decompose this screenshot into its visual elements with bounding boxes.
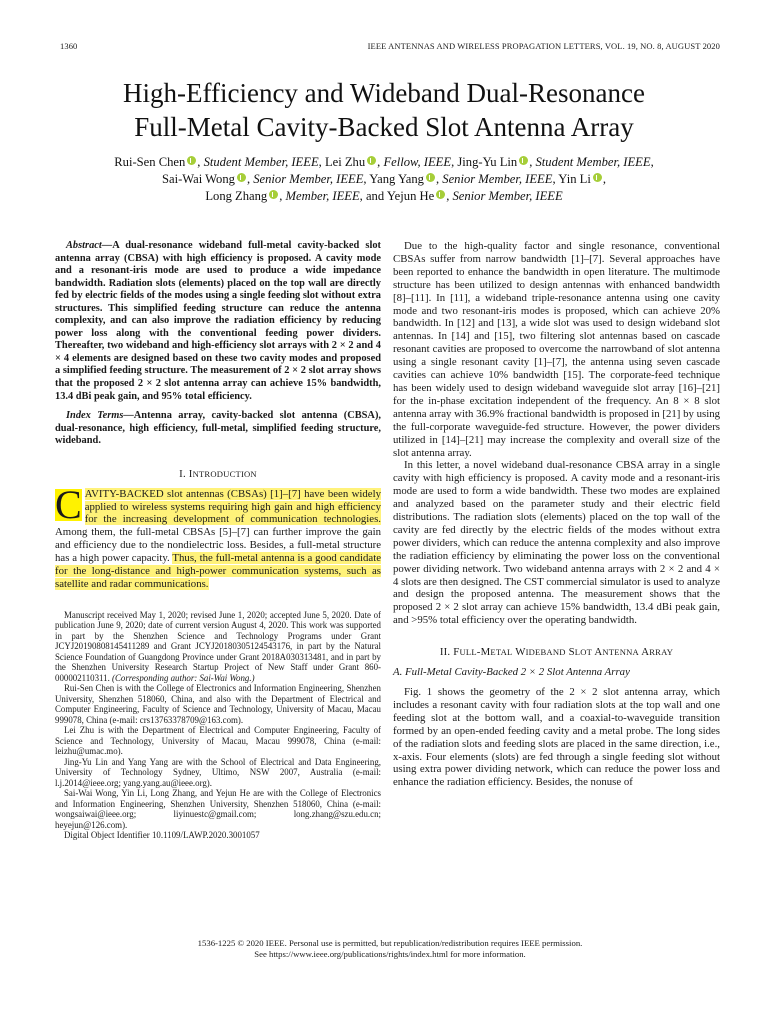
orcid-icon[interactable] — [187, 156, 196, 165]
orcid-icon[interactable] — [237, 173, 246, 182]
author-role: Fellow, IEEE — [383, 155, 452, 169]
author-name: Yang Yang — [369, 172, 424, 186]
paragraph-fig1: Fig. 1 shows the geometry of the 2 × 2 slot antenna array, which includes a resonant cavity with four radiation slots at the top wall and one feeding slot at the bottom wall, and a coaxial-to-waveguide transition formed by an open-ended feeding cavity and a metal probe. The long sides of the radiation slots and feeding slots are placed in the same direction, i.e., x-axis. Four elements (slots) are fed through a single feeding slot without using extra power dividing network, which can reduce the power loss and enhance the radiation efficiency. Besides, the nonuse of — [393, 686, 720, 789]
section-numeral: II. — [439, 646, 451, 659]
footnotes — [55, 610, 381, 841]
author-name: Sai-Wai Wong — [162, 172, 235, 186]
title-cap: M — [480, 646, 491, 659]
highlight-2[interactable]: Thus, the full-metal antenna is a good candidate for the long-distance and high-power communication systems, such as satellite and radar communications. — [55, 552, 381, 590]
introduction-paragraph — [55, 481, 381, 591]
title-rest: IDEBAND — [525, 647, 566, 658]
rights-link[interactable]: See https://www.ieee.org/publications/rights/index.html for more information. — [254, 949, 526, 959]
footnote-text: Manuscript received May 1, 2020; revised June 1, 2020; accepted June 5, 2020. Date of publication June 9, 2020; date of current version August 4, 2020. This work was supported in part by the Shenzhen Science and Technology Programs under Grant JCYJ20190808145411289 and Grant JCYJ20180305124543176, in part by the Natural Science Foundation of Guangdong Province under Grant 2018A030313481, and in part by the Shenzhen University Research Startup Project of New Staff under Grant 860-000002110311. — [55, 609, 381, 683]
section-title-cap: I — [188, 467, 193, 480]
title-line-1: High-Efficiency and Wideband Dual-Resonance — [123, 78, 645, 108]
title-rest: RRAY — [649, 647, 674, 658]
orcid-icon[interactable] — [519, 156, 528, 165]
section-title-rest: NTRODUCTION — [192, 468, 257, 479]
author-name: Yin Li — [558, 172, 591, 186]
orcid-icon[interactable] — [593, 173, 602, 182]
title-rest: ULL — [459, 647, 477, 658]
footnote-affiliation-1: Rui-Sen Chen is with the College of Electronics and Information Engineering, Shenzhen University, Shenzhen 518060, China, and also with the Department of Electrical and Computer Engineering, Faculty of Science and Technology, University of Macau, Macau 999078, China (e-mail: crs13763378709@163.com). — [55, 683, 381, 725]
author-role: Student Member, IEEE — [203, 155, 319, 169]
subsection-heading-a: A. Full-Metal Cavity-Backed 2 × 2 Slot Antenna Array — [393, 666, 630, 679]
orcid-icon[interactable] — [426, 173, 435, 182]
right-column — [393, 240, 720, 789]
author-name: Lei Zhu — [324, 155, 366, 169]
index-terms-label: Index Terms— — [66, 410, 134, 422]
author-name: Long Zhang — [205, 189, 268, 203]
author-role: Senior Member, IEEE — [253, 172, 364, 186]
footnote-affiliation-3: Jing-Yu Lin and Yang Yang are with the School of Electrical and Data Engineering, University of Technology Sydney, Ultimo, NSW 2007, Australia (e-mail: l.j.2014@ieee.org; yang.yang.au@ieee.org). — [55, 756, 381, 788]
section-heading-introduction — [55, 468, 381, 481]
title-rest: ETAL — [490, 647, 513, 658]
author-line-2: Sai-Wai Wong , Senior Member, IEEE, Yang Yang , Senior Member, IEEE, Yin Li , — [162, 172, 606, 186]
author-name: Jing-Yu Lin — [457, 155, 518, 169]
copyright-line: 1536-1225 © 2020 IEEE. Personal use is permitted, but republication/redistribution requires IEEE permission. — [197, 938, 583, 948]
author-role: Senior Member, IEEE — [442, 172, 553, 186]
orcid-icon[interactable] — [436, 190, 445, 199]
title-cap: A — [594, 646, 603, 659]
page-number: 1360 — [60, 41, 78, 51]
footnote-affiliation-2: Lei Zhu is with the Department of Electrical and Computer Engineering, Faculty of Science and Technology, University of Macau, Macau 999078, China (e-mail: leizhu@umac.mo). — [55, 725, 381, 757]
index-terms-text: Antenna array, cavity-backed slot antenna (CBSA), dual-resonance, high efficiency, full-metal, simplified feeding structure, wideband. — [55, 410, 381, 447]
paragraph-bandwidth: Due to the high-quality factor and single resonance, conventional CBSAs suffer from narrow bandwidth [1]–[7]. Several approaches have been reported to enhance the bandwidth in open literature. The multimode structure has been utilized to design antennas with enhanced bandwidth [8]–[11]. In [11], a wideband triple-resonance antenna using one cavity mode and two resonant-iris modes is proposed, which can achieve 20% bandwidth. In [12] and [13], a wide slot was used to design wideband slot antennas. In [14] and [15], two filtering slot antennas based on cascade resonant cavities are proposed to overcome the narrowband of slot antenna using a single resonant cavity [1]–[7], the antenna using seven cascade cavities can achieve 10% bandwidth [15]. The corporate-feed technique has been widely used to design wideband waveguide slot array [16]–[21] for the in-phase excitation independent of the frequency. An 8 × 8 slot antenna array with 36.9% fractional bandwidth is proposed in [21] by using the full-corporate waveguide-fed structure. However, the power dividers utilized in [14]–[21] may increase the complexity and overall size of the slot antenna array. — [393, 240, 720, 459]
orcid-icon[interactable] — [269, 190, 278, 199]
title-cap: S — [568, 646, 575, 659]
author-role: Member, IEEE — [285, 189, 360, 203]
copyright-footer — [60, 938, 720, 960]
title-cap: W — [515, 646, 526, 659]
paper-title — [40, 76, 728, 144]
corresponding-author: (Corresponding author: Sai-Wai Wong.) — [112, 672, 255, 683]
author-line-1: Rui-Sen Chen , Student Member, IEEE, Lei Zhu , Fellow, IEEE, Jing-Yu Lin , Student Member, IEEE, — [114, 155, 654, 169]
footnote-manuscript — [55, 610, 381, 684]
author-line-3: Long Zhang , Member, IEEE, and Yejun He , Senior Member, IEEE — [205, 189, 563, 203]
author-role: Senior Member, IEEE — [452, 189, 563, 203]
author-name: Rui-Sen Chen — [114, 155, 186, 169]
abstract — [55, 240, 381, 403]
footnote-affiliation-4: Sai-Wai Wong, Yin Li, Long Zhang, and Yejun He are with the College of Electronics and Information Engineering, Shenzhen University, Shenzhen 518060, China (e-mail: wongsaiwai@ieee.org; liyinuestc@gmail.com; long.zhang@szu.edu.cn; heyejun@126.com). — [55, 788, 381, 830]
author-list — [50, 154, 718, 205]
drop-cap: C — [55, 481, 82, 527]
highlight-1[interactable]: AVITY-BACKED slot antennas (CBSAs) [1]–[7] have been widely applied to wireless systems requiring high gain and high efficiency for the increasing development of communication technologies. — [84, 487, 381, 526]
title-cap: A — [641, 646, 650, 659]
abstract-text: A dual-resonance wideband full-metal cavity-backed slot antenna array (CBSA) with high efficiency is proposed. A cavity mode and a resonant-iris mode are used to produce a wide impedance bandwidth. Radiation slots (elements) placed on the top wall are directly fed by electric fields of the modes using a single feeding slot without extra structures. This simplified feeding structure can reduce the antenna complexity, and can also improve the radiation efficiency by reducing power loss along with the conventional feeding power dividers. Thereafter, two wideband and high-efficiency slot arrays with 2 × 2 and 4 × 4 elements are designed based on these two cavity modes and proposed a simplified feeding structure. The measurement of 2 × 2 slot array shows that the proposed 2 × 2 slot antenna array can achieve 15% bandwidth, 13.4 dBi peak gain, and 95% total efficiency. — [55, 240, 381, 402]
orcid-icon[interactable] — [367, 156, 376, 165]
intro-plain-text: Among them, the full-metal CBSAs [5]–[7] can further improve the gain and efficiency due to the nondielectric loss. Besides, a full-metal structure has a high power capacity. — [55, 526, 381, 565]
abstract-label: Abstract— — [66, 240, 113, 251]
title-rest: LOT — [574, 647, 593, 658]
author-name: Yejun He — [386, 189, 435, 203]
paragraph-this-letter: In this letter, a novel wideband dual-resonance CBSA array in a single cavity with high efficiency is proposed. A cavity mode and a resonant-iris mode are used to form a wide bandwidth. These two modes are explained and analyzed based on the parameter study and their electric field distributions. The radiation slots (elements) placed on the top wall of the cavity are fed directly by the electric fields of the modes without extra power dividers, which can reduce the antenna complexity and also improve the radiation efficiency by eliminating the power loss on the conventional power dividing network. Two wideband antenna arrays with 2 × 2 and 4 × 4 slots are then designed. The CST commercial simulator is used to analyze and design the proposed antenna. The measurement shows that the proposed 2 × 2 slot array can achieve 15% bandwidth, 13.4 dBi peak gain, and >95% total efficiency over the operating bandwidth. — [393, 459, 720, 627]
title-rest: NTENNA — [602, 647, 639, 658]
title-line-2: Full-Metal Cavity-Backed Slot Antenna Array — [134, 112, 634, 142]
footnote-doi[interactable]: Digital Object Identifier 10.1109/LAWP.2020.3001057 — [64, 830, 260, 841]
index-terms — [55, 410, 381, 448]
section-numeral: I. — [179, 467, 186, 480]
author-role: Student Member, IEEE — [535, 155, 651, 169]
title-cap: F — [453, 646, 460, 659]
left-column — [55, 240, 381, 841]
section-heading-2: II. FULL-METAL WIDEBAND SLOT ANTENNA ARRAY — [439, 646, 674, 659]
journal-name: IEEE ANTENNAS AND WIRELESS PROPAGATION LETTERS, VOL. 19, NO. 8, AUGUST 2020 — [367, 41, 720, 51]
